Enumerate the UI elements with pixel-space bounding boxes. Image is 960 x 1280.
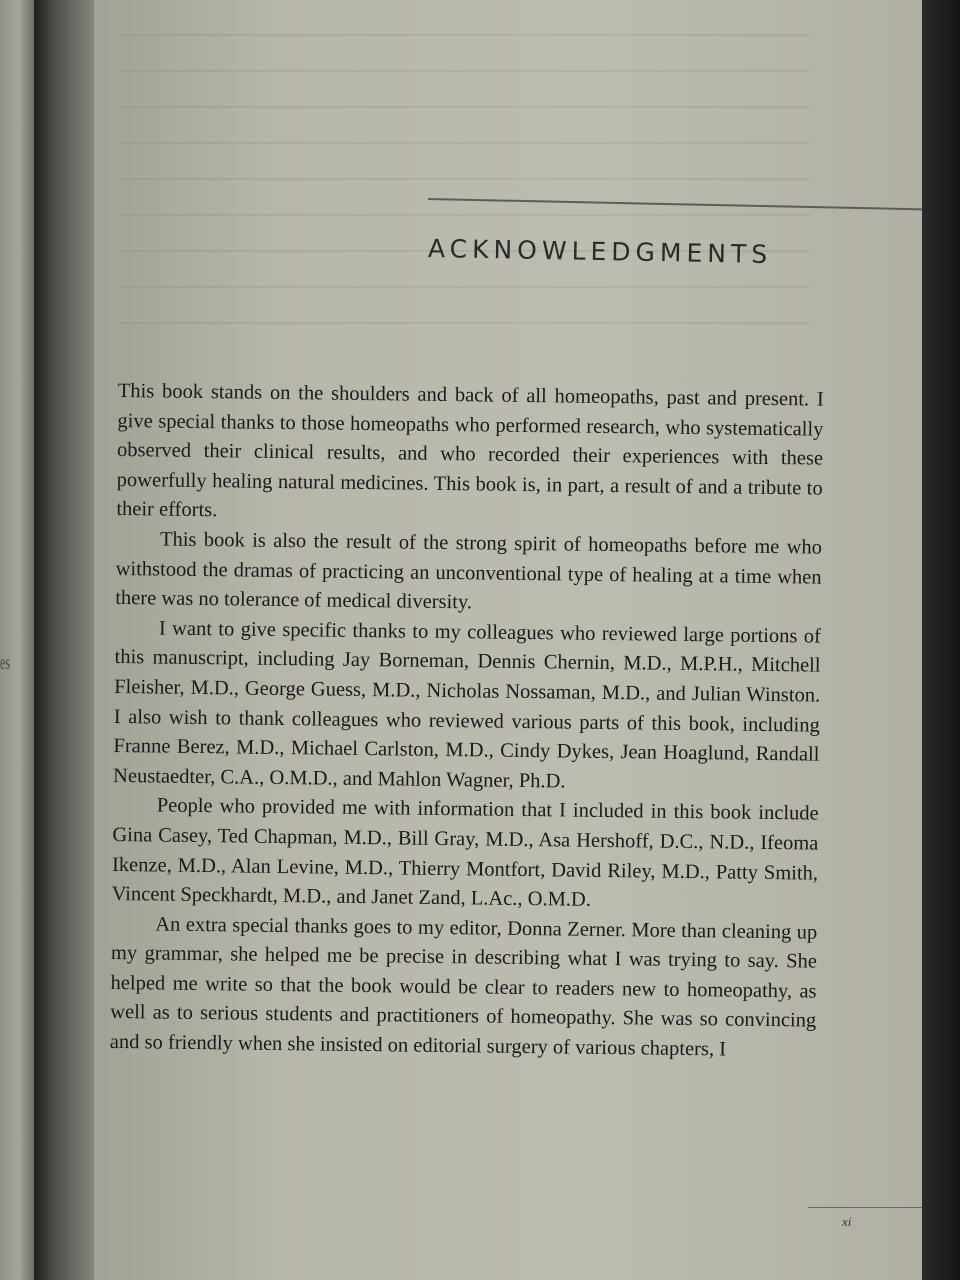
paragraph-5: An extra special thanks goes to my editor, Donna Zerner. More than cleaning up my grammar, she helped me be precise in describing what I was trying to say. She helped me write so that the book would be clear to readers new to homeopathy, as well as to serious students and practitioners of homeopathy. She was so convincing and so friendly when she insisted on editorial surgery of various chapters, I bbox=[109, 913, 818, 1061]
paragraph-3: I want to give specific thanks to my colleagues who reviewed large portions of this manuscript, including Jay Borneman, Dennis Chernin, M.D., M.P.H., Mitchell Fleisher, M.D., George Guess, M.D., Nicholas Nossaman, M.D., and Julian Winston. I also wish to thank colleagues who reviewed various parts of this book, including Franne Berez, M.D., Michael Carlston, M.D., Cindy Dykes, Jean Hoaglund, Randall Neustaedter, C.A., O.M.D., and Mahlon Wagner, Ph.D. bbox=[112, 617, 822, 793]
chapter-title: ACKNOWLEDGMENTS bbox=[427, 234, 773, 270]
book-gutter bbox=[34, 0, 94, 1280]
left-page-margin-text: es bbox=[0, 652, 11, 674]
page-number: xi bbox=[842, 1214, 852, 1229]
paragraph-2: This book is also the result of the strong spirit of homeopaths before me who withstood the dramas of practicing an unconventional type of healing at a time when there was no tolerance of medical diversity. bbox=[115, 528, 823, 614]
bleed-through-text bbox=[120, 0, 810, 340]
paragraph-1: This book stands on the shoulders and back of all homeopaths, past and present. I give special thanks to those homeopaths who performed research, who systematically observed their clinical results, and who recorded their experiences with these powerfully healing natural medicines. This book is, in part, a result of and a tribute to their efforts. bbox=[116, 379, 824, 522]
left-page-edge bbox=[0, 0, 34, 1280]
paragraph-4: People who provided me with information that I included in this book include Gina Casey, Ted Chapman, M.D., Bill Gray, M.D., Asa Hershoff, D.C., N.D., Ifeoma Ikenze, M.D., Alan Levine, M.D., Thierry Montfort, David Riley, M.D., Patty Smith, Vincent Speckhardt, M.D., and Janet Zand, L.Ac., O.M.D. bbox=[111, 794, 819, 911]
footer-rule bbox=[808, 1207, 922, 1208]
body-text bbox=[110, 377, 824, 1066]
background-surface bbox=[922, 0, 960, 1280]
